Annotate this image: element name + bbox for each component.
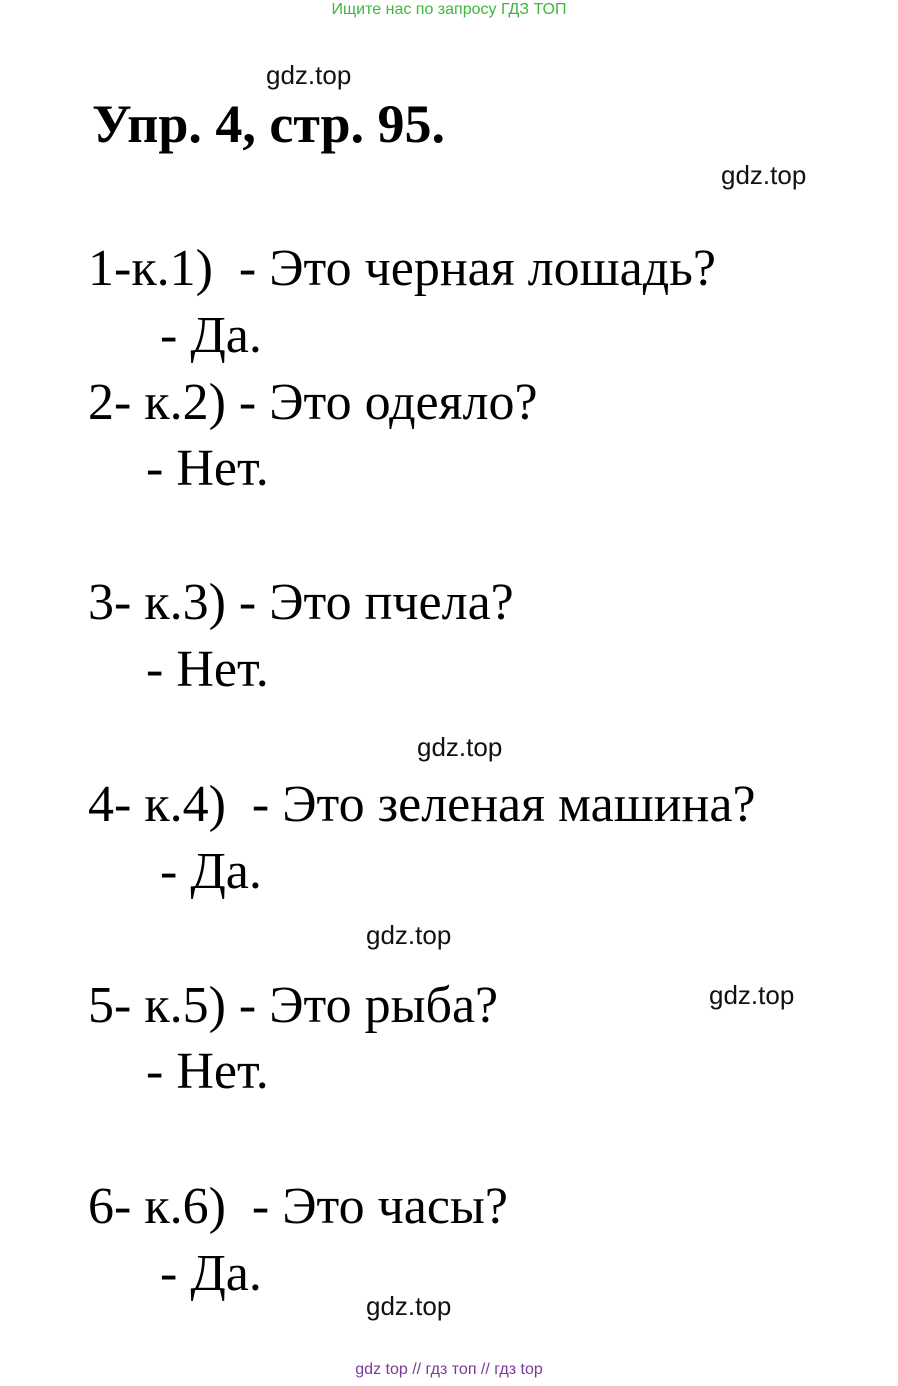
watermark: gdz.top <box>366 920 452 950</box>
watermark: gdz.top <box>721 160 807 190</box>
question-4: 4- к.4) - Это зеленая машина? <box>88 776 756 833</box>
answer-4: - Да. <box>160 843 262 900</box>
top-banner: Ищите нас по запросу ГДЗ ТОП <box>331 1 567 18</box>
watermark: gdz.top <box>266 60 352 90</box>
watermark: gdz.top <box>366 1291 452 1321</box>
answer-3: - Нет. <box>146 641 269 698</box>
question-5: 5- к.5) - Это рыба? <box>88 977 499 1034</box>
answer-5: - Нет. <box>146 1043 269 1100</box>
question-2: 2- к.2) - Это одеяло? <box>88 374 538 431</box>
answer-1: - Да. <box>160 307 262 364</box>
watermark: gdz.top <box>709 980 795 1010</box>
answer-6: - Да. <box>160 1245 262 1302</box>
question-1: 1-к.1) - Это черная лошадь? <box>88 240 716 297</box>
answer-2: - Нет. <box>146 440 269 497</box>
footer-links: gdz top // гдз топ // гдз top <box>355 1361 543 1378</box>
question-3: 3- к.3) - Это пчела? <box>88 574 514 631</box>
exercise-title: Упр. 4, стр. 95. <box>92 94 446 154</box>
watermark: gdz.top <box>417 732 503 762</box>
question-6: 6- к.6) - Это часы? <box>88 1178 508 1235</box>
